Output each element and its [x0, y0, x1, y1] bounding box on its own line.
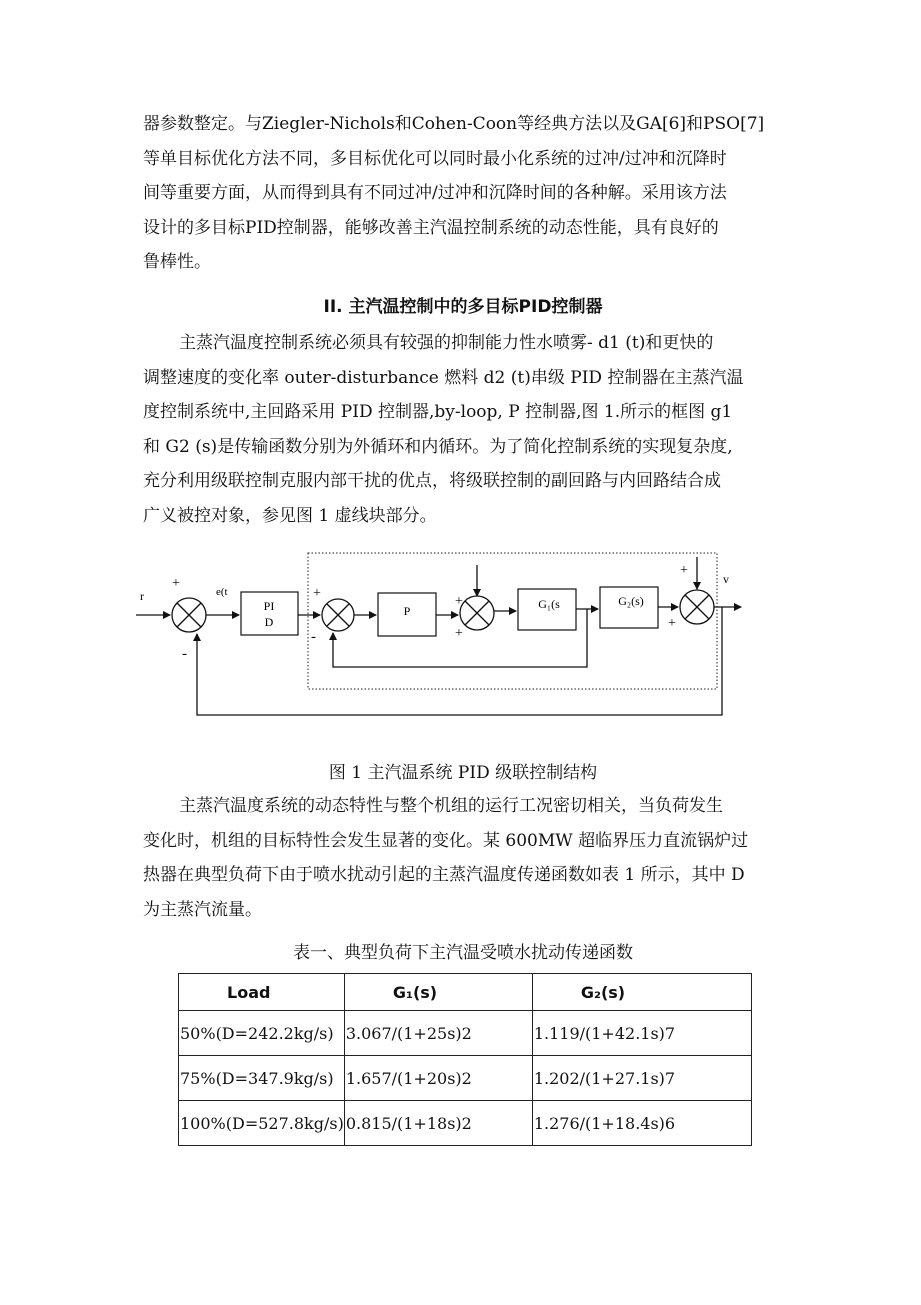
plus-sign: +: [455, 626, 463, 641]
table-row: [179, 1056, 752, 1101]
table-cell: 100%(D=527.8kg/s): [179, 1101, 345, 1146]
pid-label: D: [264, 615, 274, 629]
input-label: r: [140, 589, 144, 603]
error-label: e(t: [216, 586, 228, 598]
plus-sign: +: [668, 616, 676, 631]
plus-sign: +: [172, 576, 180, 591]
summing-junction-1: [172, 598, 206, 632]
text-line: 充分利用级联控制克服内部干扰的优点，将级联控制的副回路与内回路结合成: [143, 471, 721, 491]
text-line: 调整速度的变化率 outer-disturbance 燃料 d2 (t)串级 PID 控制器在主蒸汽温: [143, 367, 744, 388]
intro-paragraph: [143, 107, 783, 280]
table-caption: 表一、典型负荷下主汽温受喷水扰动传递函数: [293, 943, 633, 963]
minus-sign: -: [311, 629, 316, 645]
table-header-row: [179, 974, 752, 1011]
table-row: [179, 1101, 752, 1146]
text-line: 设计的多目标PID控制器，能够改善主汽温控制系统的动态性能，具有良好的: [143, 217, 719, 238]
header-cell: Load: [179, 974, 345, 1011]
text-line: 主蒸汽温度系统的动态特性与整个机组的运行工况密切相关，当负荷发生: [179, 796, 723, 816]
text-line: 和 G2 (s)是传输函数分别为外循环和内循环。为了简化控制系统的实现复杂度,: [143, 436, 733, 457]
pid-label: PI: [263, 599, 275, 613]
plus-sign: +: [313, 586, 321, 601]
text-line: 变化时，机组的目标特性会发生显著的变化。某 600MW 超临界压力直流锅炉过: [143, 830, 749, 851]
body-paragraph: [143, 326, 783, 533]
table-cell: 1.202/(1+27.1s)7: [532, 1056, 751, 1101]
table-cell: 0.815/(1+18s)2: [344, 1101, 532, 1146]
output-label: v: [723, 572, 729, 586]
g2-label: G₂(s): [618, 594, 644, 608]
text-line: 广义被控对象，参见图 1 虚线块部分。: [143, 505, 437, 526]
plus-sign: +: [680, 563, 688, 578]
body-paragraph: [143, 789, 783, 927]
transfer-function-table: [178, 973, 752, 1146]
summing-junction-3: [460, 596, 494, 630]
table-cell: 1.657/(1+20s)2: [344, 1056, 532, 1101]
figure-caption: 图 1 主汽温系统 PID 级联控制结构: [328, 763, 598, 783]
text-line: 度控制系统中,主回路采用 PID 控制器,by-loop, P 控制器,图 1.所示的框图 g1: [143, 402, 733, 422]
text-line: 鲁棒性。: [143, 252, 211, 272]
p-label: P: [403, 604, 411, 618]
header-cell: G₂(s): [532, 974, 751, 1011]
summing-junction-2: [322, 599, 354, 631]
header-cell: G₁(s): [344, 974, 532, 1011]
minus-sign: -: [182, 646, 187, 662]
block-diagram: [0, 545, 921, 725]
table-cell: 3.067/(1+25s)2: [344, 1011, 532, 1056]
g1-label: G₁(s: [538, 597, 560, 611]
table-cell: 1.276/(1+18.4s)6: [532, 1101, 751, 1146]
summing-junction-4: [680, 590, 714, 624]
section-heading: II. 主汽温控制中的多目标PID控制器: [323, 297, 603, 317]
text-line: 主蒸汽温度控制系统必须具有较强的抑制能力性水喷雾- d1 (t)和更快的: [179, 333, 714, 353]
plus-sign: +: [455, 594, 463, 609]
table-cell: 50%(D=242.2kg/s): [179, 1011, 345, 1056]
text-line: 为主蒸汽流量。: [143, 899, 262, 920]
table-cell: 75%(D=347.9kg/s): [179, 1056, 345, 1101]
text-line: 间等重要方面，从而得到具有不同过冲/过冲和沉降时间的各种解。采用该方法: [143, 183, 727, 203]
table-cell: 1.119/(1+42.1s)7: [532, 1011, 751, 1056]
table-row: [179, 1011, 752, 1056]
text-line: 等单目标优化方法不同，多目标优化可以同时最小化系统的过冲/过冲和沉降时: [143, 148, 727, 169]
text-line: 器参数整定。与Ziegler-Nichols和Cohen-Coon等经典方法以及GA[6]和PSO[7]: [143, 114, 765, 134]
text-line: 热器在典型负荷下由于喷水扰动引起的主蒸汽温度传递函数如表 1 所示，其中 D: [143, 865, 745, 885]
